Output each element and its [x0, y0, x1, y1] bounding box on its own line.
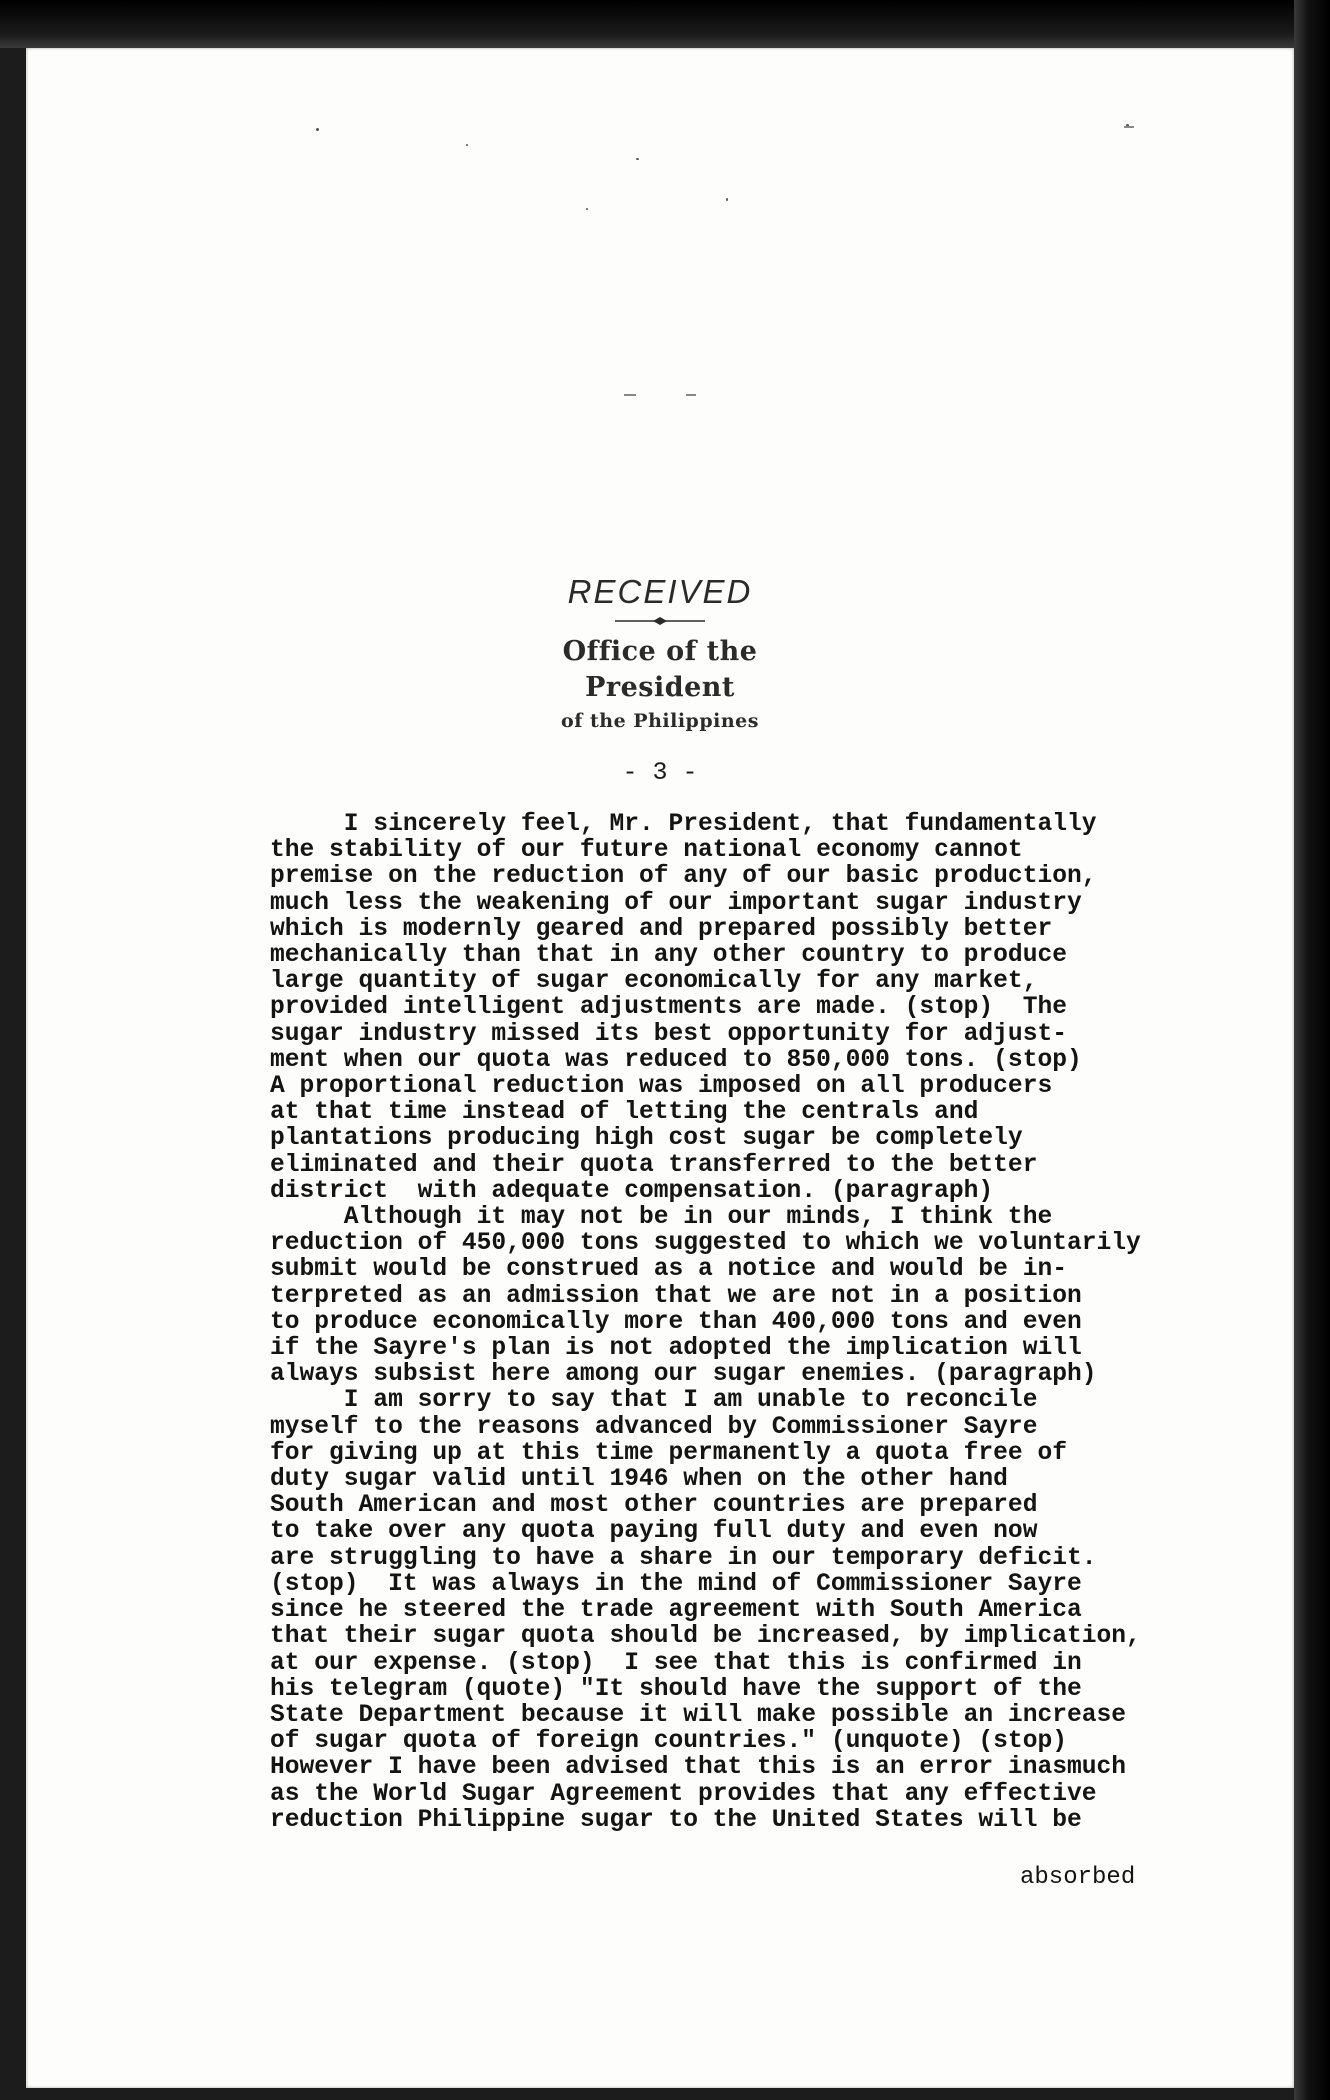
- body-line: I sincerely feel, Mr. President, that fundamentally: [270, 811, 1097, 838]
- body-line: However I have been advised that this is an error inasmuch: [270, 1754, 1127, 1782]
- body-line: much less the weakening of our important sugar industry: [270, 889, 1082, 917]
- body-line: (stop) It was always in the mind of Commissioner Sayre: [270, 1570, 1082, 1598]
- body-line: as the World Sugar Agreement provides that any effective: [270, 1780, 1097, 1808]
- body-line: I am sorry to say that I am unable to reconcile: [270, 1387, 1038, 1415]
- body-line: that their sugar quota should be increased, by implication,: [270, 1623, 1141, 1651]
- body-line: if the Sayre's plan is not adopted the implication will: [270, 1335, 1082, 1363]
- letter-body: [270, 812, 1230, 1834]
- body-line: since he steered the trade agreement with South America: [270, 1597, 1082, 1625]
- body-line: premise on the reduction of any of our basic production,: [270, 863, 1097, 891]
- stamp-country-label: of the Philippines: [561, 710, 759, 732]
- body-line: for giving up at this time permanently a quota free of: [270, 1439, 1067, 1467]
- stamp-office-label: Office of the President: [562, 636, 758, 703]
- body-line: A proportional reduction was imposed on all producers: [270, 1073, 1053, 1101]
- paper-speck: [636, 158, 639, 160]
- body-line: always subsist here among our sugar enemies. (paragraph): [270, 1361, 1097, 1389]
- body-line: reduction Philippine sugar to the United States will be: [270, 1806, 1082, 1834]
- scan-top-edge: [0, 0, 1330, 48]
- body-line: myself to the reasons advanced by Commissioner Sayre: [270, 1413, 1038, 1441]
- paper-speck: [466, 144, 468, 146]
- body-line: at that time instead of letting the centrals and: [270, 1099, 979, 1127]
- body-line: State Department because it will make possible an increase: [270, 1701, 1127, 1729]
- body-line: reduction of 450,000 tons suggested to which we voluntarily: [270, 1230, 1141, 1258]
- faint-mark: [1124, 126, 1134, 128]
- body-line: duty sugar valid until 1946 when on the other hand: [270, 1466, 1008, 1494]
- body-line: to take over any quota paying full duty and even now: [270, 1518, 1038, 1546]
- body-line: district with adequate compensation. (paragraph): [270, 1177, 994, 1205]
- faint-mark: [624, 394, 636, 396]
- body-line: large quantity of sugar economically for any market,: [270, 968, 1038, 996]
- scan-right-edge: [1294, 0, 1330, 2100]
- body-line: to produce economically more than 400,000 tons and even: [270, 1308, 1082, 1336]
- page-number: - 3 -: [622, 758, 698, 787]
- body-line: are struggling to have a share in our temporary deficit.: [270, 1544, 1097, 1572]
- body-line: of sugar quota of foreign countries." (unquote) (stop): [270, 1728, 1067, 1756]
- stamp-received-label: RECEIVED: [567, 573, 753, 610]
- body-line: which is modernly geared and prepared possibly better: [270, 915, 1053, 943]
- body-line: plantations producing high cost sugar be completely: [270, 1125, 1023, 1153]
- faint-mark: [686, 394, 696, 396]
- body-line: submit would be construed as a notice and would be in-: [270, 1256, 1067, 1284]
- body-line: eliminated and their quota transferred to the better: [270, 1151, 1038, 1179]
- paper-speck: [726, 198, 728, 201]
- catchword: absorbed: [1020, 1864, 1136, 1891]
- body-line: terpreted as an admission that we are not in a position: [270, 1282, 1082, 1310]
- paper-speck: [316, 128, 319, 131]
- body-line: his telegram (quote) "It should have the support of the: [270, 1675, 1082, 1703]
- body-line: ment when our quota was reduced to 850,000 tons. (stop): [270, 1046, 1082, 1074]
- body-line: Although it may not be in our minds, I think the: [270, 1204, 1053, 1232]
- body-line: South American and most other countries are prepared: [270, 1492, 1038, 1520]
- body-line: the stability of our future national economy cannot: [270, 837, 1023, 865]
- body-line: sugar industry missed its best opportunity for adjust-: [270, 1020, 1067, 1048]
- body-line: provided intelligent adjustments are made. (stop) The: [270, 994, 1067, 1022]
- received-stamp: [510, 572, 810, 736]
- paper-speck: [586, 208, 588, 210]
- body-line: mechanically than that in any other country to produce: [270, 942, 1067, 970]
- body-line: at our expense. (stop) I see that this is confirmed in: [270, 1649, 1082, 1677]
- stamp-divider-icon: [615, 616, 705, 626]
